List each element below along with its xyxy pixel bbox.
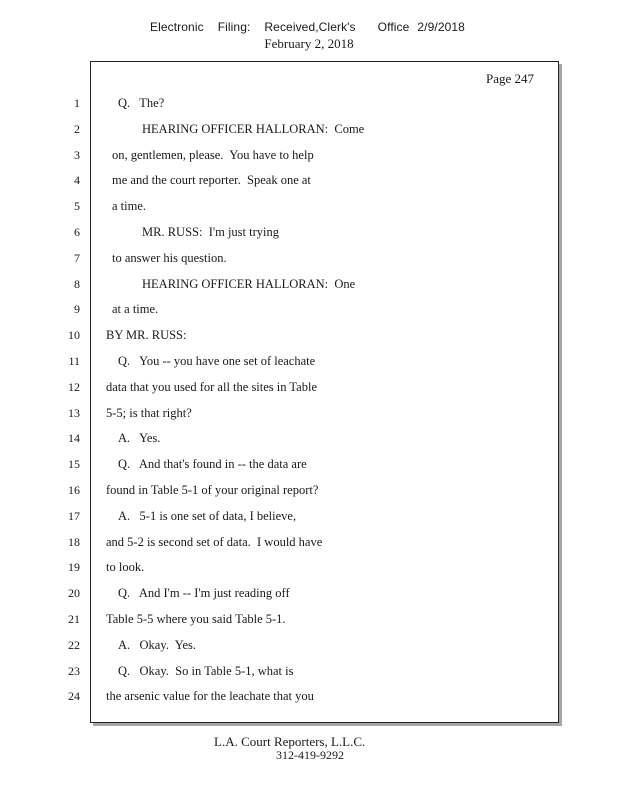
transcript-line: and 5-2 is second set of data. I would have xyxy=(106,534,323,549)
line-number: 22 xyxy=(68,637,80,652)
transcript-line: HEARING OFFICER HALLORAN: Come xyxy=(142,121,365,136)
line-number: 9 xyxy=(74,302,80,317)
line-number: 14 xyxy=(68,431,80,446)
line-number: 17 xyxy=(68,508,80,523)
line-number: 5 xyxy=(74,199,80,214)
line-number: 20 xyxy=(68,586,80,601)
transcript-line: MR. RUSS: I'm just trying xyxy=(142,225,279,239)
line-number: 10 xyxy=(68,328,80,343)
transcript-line: A. 5-1 is one set of data, I believe, xyxy=(118,508,297,523)
line-number: 19 xyxy=(68,560,80,575)
line-number: 11 xyxy=(68,354,80,368)
stamp-filing: Filing: xyxy=(217,20,251,34)
transcript-line: Table 5-5 where you said Table 5-1. xyxy=(106,612,286,626)
transcript-line: on, gentlemen, please. You have to help xyxy=(112,147,314,162)
page-number: Page 247 xyxy=(486,71,535,86)
filed-date: February 2, 2018 xyxy=(264,36,354,51)
line-number: 21 xyxy=(68,612,80,626)
transcript-line: me and the court reporter. Speak one at xyxy=(112,173,311,188)
transcript-line: Q. You -- you have one set of leachate xyxy=(118,354,316,368)
transcript-line: data that you used for all the sites in Table xyxy=(106,379,317,394)
transcript-line: 5-5; is that right? xyxy=(106,405,192,420)
reporter-phone: 312-419-9292 xyxy=(276,748,344,762)
line-number: 23 xyxy=(68,663,80,678)
transcript-line: BY MR. RUSS: xyxy=(106,328,187,343)
transcript-line: Q. Okay. So in Table 5-1, what is xyxy=(118,663,294,678)
transcript-line: Q. And that's found in -- the data are xyxy=(118,457,307,472)
filing-stamp xyxy=(150,20,479,34)
transcript-line: Q. The? xyxy=(118,96,165,110)
transcript-line: A. Okay. Yes. xyxy=(118,637,197,652)
line-number: 3 xyxy=(74,147,80,162)
transcript-line: the arsenic value for the leachate that you xyxy=(106,689,314,704)
line-number: 2 xyxy=(74,121,80,136)
stamp-electronic: Electronic xyxy=(150,20,204,34)
transcript-line: to answer his question. xyxy=(112,250,227,265)
transcript-line: HEARING OFFICER HALLORAN: One xyxy=(142,276,356,291)
stamp-received: Received,Clerk's xyxy=(264,20,356,34)
line-number: 1 xyxy=(74,96,80,110)
line-number: 8 xyxy=(74,276,80,291)
line-number: 6 xyxy=(74,225,80,239)
reporter-company: L.A. Court Reporters, L.L.C. xyxy=(214,734,366,749)
line-number: 15 xyxy=(68,457,80,472)
line-number: 24 xyxy=(68,689,80,704)
transcript-line: found in Table 5-1 of your original report? xyxy=(106,483,319,497)
line-number: 4 xyxy=(74,173,80,188)
transcript-line: A. Yes. xyxy=(118,431,161,446)
stamp-date: 2/9/2018 xyxy=(417,20,465,34)
line-number: 12 xyxy=(68,379,80,394)
line-number: 13 xyxy=(68,405,80,420)
transcript-line: a time. xyxy=(112,199,147,214)
transcript-line: at a time. xyxy=(112,302,159,317)
line-number: 16 xyxy=(68,483,80,497)
transcript-line: Q. And I'm -- I'm just reading off xyxy=(118,586,290,601)
stamp-office: Office xyxy=(377,20,410,34)
transcript-line: to look. xyxy=(106,560,145,575)
line-number: 18 xyxy=(68,534,80,549)
line-number: 7 xyxy=(74,250,80,265)
